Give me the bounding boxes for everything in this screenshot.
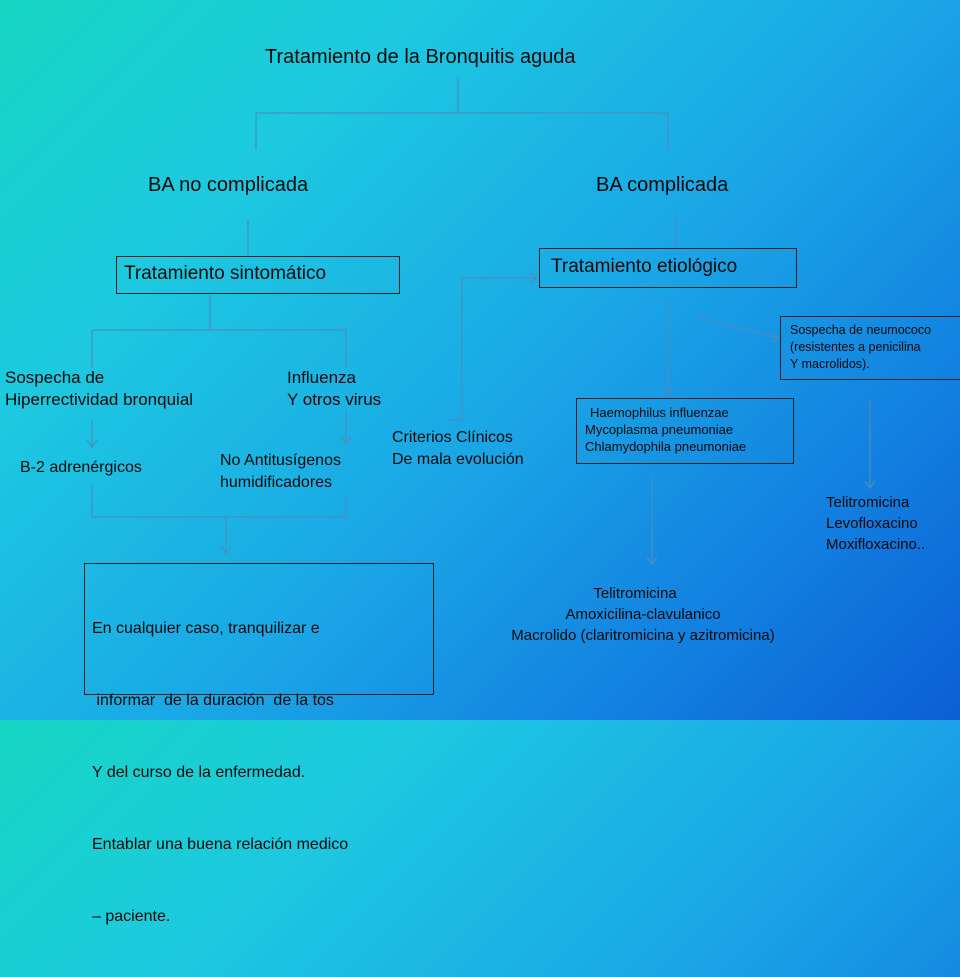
label-hiperreactividad	[5, 367, 193, 411]
box-label: Tratamiento sintomático	[124, 263, 327, 284]
text-line: Macrolido (claritromicina y azitromicina)	[511, 627, 775, 644]
treatment-list-middle	[478, 583, 808, 646]
text-line: Y del curso de la enfermedad.	[92, 764, 306, 781]
label-b2-adrenergicos: B-2 adrenérgicos	[20, 459, 142, 476]
text-line: Levofloxacino	[826, 515, 918, 532]
box-recomendaciones	[84, 563, 434, 925]
text-line: Telitromicina	[593, 585, 677, 602]
box-text	[585, 404, 746, 455]
branch-complicada: BA complicada	[596, 174, 729, 196]
box-tratamiento-etiologico	[539, 248, 797, 288]
label-criterios-clinicos	[392, 427, 524, 471]
text-line: Sospecha de neumococo	[790, 323, 932, 337]
text-line: Amoxicilina-clavulanico	[565, 606, 721, 623]
text-line: humidificadores	[220, 474, 333, 491]
branch-no-complicada: BA no complicada	[148, 174, 309, 196]
text-line: Haemophilus influenzae	[590, 405, 729, 420]
text-line: De mala evolución	[392, 451, 524, 468]
text-line: – paciente.	[92, 908, 171, 925]
treatment-list-right	[826, 492, 925, 555]
text-line: Y macrolidos).	[790, 357, 870, 371]
text-line: informar de la duración de la tos	[92, 692, 334, 709]
box-haemophilus	[576, 398, 794, 464]
text-line: Moxifloxacino..	[826, 536, 926, 553]
text-line: Criterios Clínicos	[392, 429, 513, 446]
text-line: (resistentes a penicilina	[790, 340, 921, 354]
text-line: Hiperrectividad bronquial	[5, 390, 194, 409]
box-label: Tratamiento etiológico	[551, 256, 738, 277]
text-line: No Antitusígenos	[220, 452, 341, 469]
label-influenza	[287, 367, 381, 411]
text-line: Chlamydophila pneumoniae	[585, 439, 747, 454]
diagram-title: Tratamiento de la Bronquitis aguda	[265, 46, 576, 68]
label-antitusigenos	[220, 450, 341, 494]
box-tratamiento-sintomatico	[116, 256, 400, 294]
text-line: Y otros virus	[287, 390, 382, 409]
box-neumococo	[780, 316, 960, 380]
text-line: Telitromicina	[826, 494, 910, 511]
box-text	[790, 322, 931, 373]
text-line: Mycoplasma pneumoniae	[585, 422, 734, 437]
text-line: Sospecha de	[5, 368, 105, 387]
text-line: Entablar una buena relación medico	[92, 836, 349, 853]
text-line: Influenza	[287, 368, 356, 387]
box-text	[92, 569, 348, 977]
text-line: En cualquier caso, tranquilizar e	[92, 620, 320, 637]
